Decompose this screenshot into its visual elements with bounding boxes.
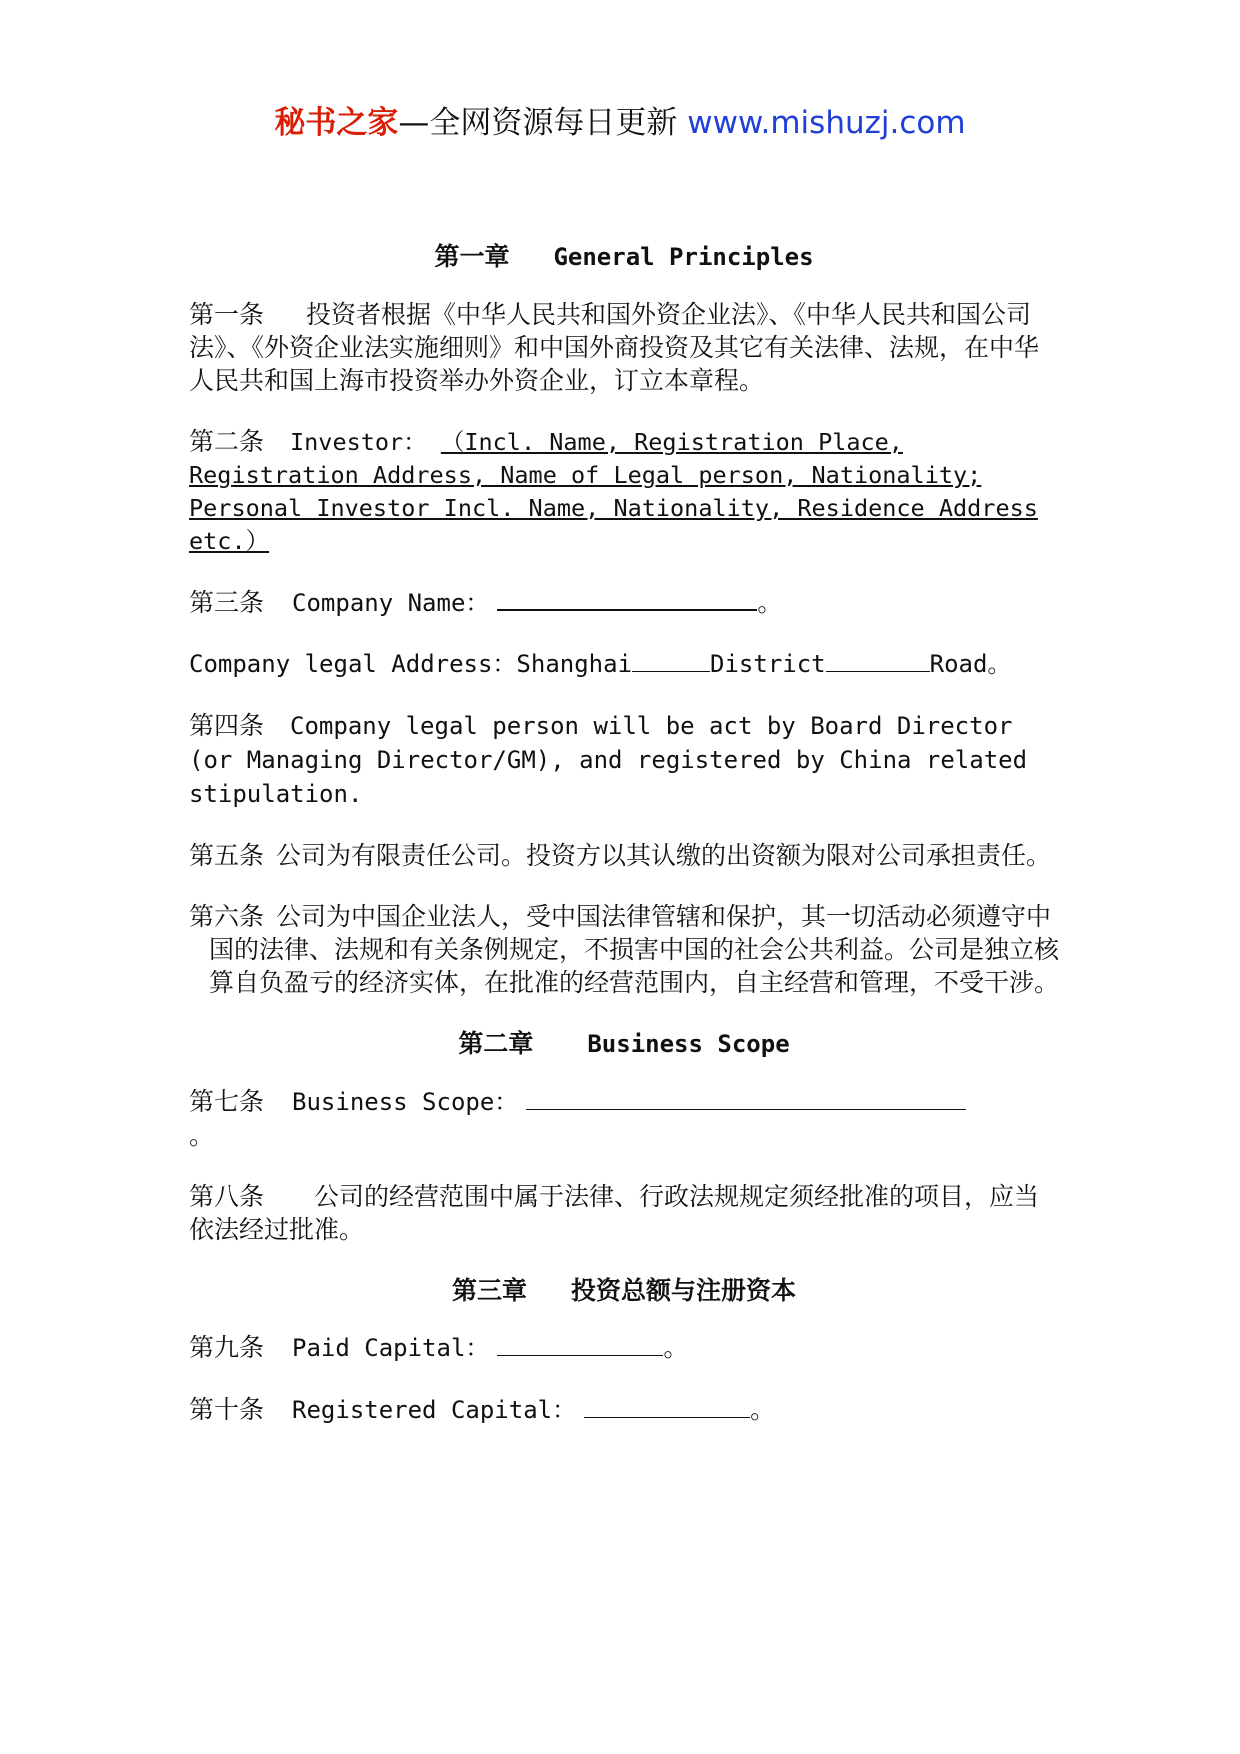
district-field[interactable] xyxy=(632,651,710,672)
article-6 xyxy=(189,900,1059,999)
article-text: 公司为中国企业法人，受中国法律管辖和保护，其一切活动必须遵守中国的法律、法规和有关条例规定，不损害中国的社会公共利益。公司是独立核算自负盈亏的经济实体，在批准的经营范围内，自主经营和管理，不受干涉。 xyxy=(209,902,1060,997)
chapter-title: Business Scope xyxy=(587,1030,790,1058)
site-banner xyxy=(0,103,1240,143)
investor-field[interactable]: （Incl. Name, Registration Place, Registration Address, Name of Legal person, Nationality; Personal Investor Incl. Name, Nationality, Residence Address etc.） xyxy=(189,428,1038,555)
chapter-number: 第二章 xyxy=(458,1029,534,1058)
article-number: 第五条 xyxy=(189,841,265,870)
registered-capital-field[interactable] xyxy=(584,1397,750,1418)
road-label: Road。 xyxy=(929,650,1012,678)
chapter-heading-3 xyxy=(189,1274,1059,1307)
chapter-heading-2 xyxy=(189,1027,1059,1061)
period: 。 xyxy=(757,588,783,617)
period: 。 xyxy=(189,1121,215,1150)
brand-name: 秘书之家 xyxy=(274,105,399,141)
chapter-title: 投资总额与注册资本 xyxy=(571,1276,797,1305)
road-field[interactable] xyxy=(826,651,930,672)
site-url-link[interactable]: www.mishuzj.com xyxy=(687,105,966,141)
article-number: 第二条 xyxy=(189,427,265,456)
registered-capital-label: Registered Capital： xyxy=(292,1396,577,1424)
article-10 xyxy=(189,1393,1059,1427)
article-1 xyxy=(189,298,1059,397)
article-text: 公司为有限责任公司。投资方以其认缴的出资额为限对公司承担责任。 xyxy=(276,841,1052,870)
period: 。 xyxy=(750,1395,776,1424)
article-5 xyxy=(189,839,1059,872)
company-name-field[interactable] xyxy=(497,589,757,611)
article-number: 第十条 xyxy=(189,1395,265,1424)
district-label: District xyxy=(710,650,826,678)
article-number: 第三条 xyxy=(189,588,265,617)
company-name-label: Company Name： xyxy=(292,589,490,617)
chapter-title: General Principles xyxy=(553,243,814,271)
article-text: 投资者根据《中华人民共和国外资企业法》、《中华人民共和国公司法》、《外资企业法实施细则》和中国外商投资及其它有关法律、法规，在中华人民共和国上海市投资举办外资企业，订立本章程。 xyxy=(189,300,1040,395)
article-text: 公司的经营范围中属于法律、行政法规规定须经批准的项目，应当依法经过批准。 xyxy=(189,1182,1040,1244)
address-label: Company legal Address：Shanghai xyxy=(189,650,633,678)
article-2 xyxy=(189,425,1059,558)
article-number: 第六条 xyxy=(189,902,265,931)
paid-capital-label: Paid Capital： xyxy=(292,1334,490,1362)
chapter-number: 第一章 xyxy=(434,242,510,271)
charter-document xyxy=(189,240,1059,1455)
business-scope-label: Business Scope： xyxy=(292,1088,519,1116)
paid-capital-field[interactable] xyxy=(497,1335,663,1356)
article-text: Company legal person will be act by Board Director (or Managing Director/GM), and registered by China related stipulation. xyxy=(189,712,1028,808)
article-9 xyxy=(189,1331,1059,1365)
article-7 xyxy=(189,1085,1059,1152)
banner-slogan: —全网资源每日更新 xyxy=(398,105,678,141)
article-number: 第七条 xyxy=(189,1087,265,1116)
chapter-heading-1 xyxy=(189,240,1059,274)
period: 。 xyxy=(663,1333,689,1362)
company-address xyxy=(189,648,1059,681)
article-8 xyxy=(189,1180,1059,1246)
chapter-number: 第三章 xyxy=(451,1276,527,1305)
article-number: 第一条 xyxy=(189,300,265,329)
article-number: 第九条 xyxy=(189,1333,265,1362)
article-3 xyxy=(189,586,1059,620)
investor-label: Investor： xyxy=(290,428,427,456)
article-number: 第四条 xyxy=(189,711,265,740)
article-4 xyxy=(189,709,1059,811)
article-number: 第八条 xyxy=(189,1182,265,1211)
business-scope-field[interactable] xyxy=(526,1089,966,1110)
